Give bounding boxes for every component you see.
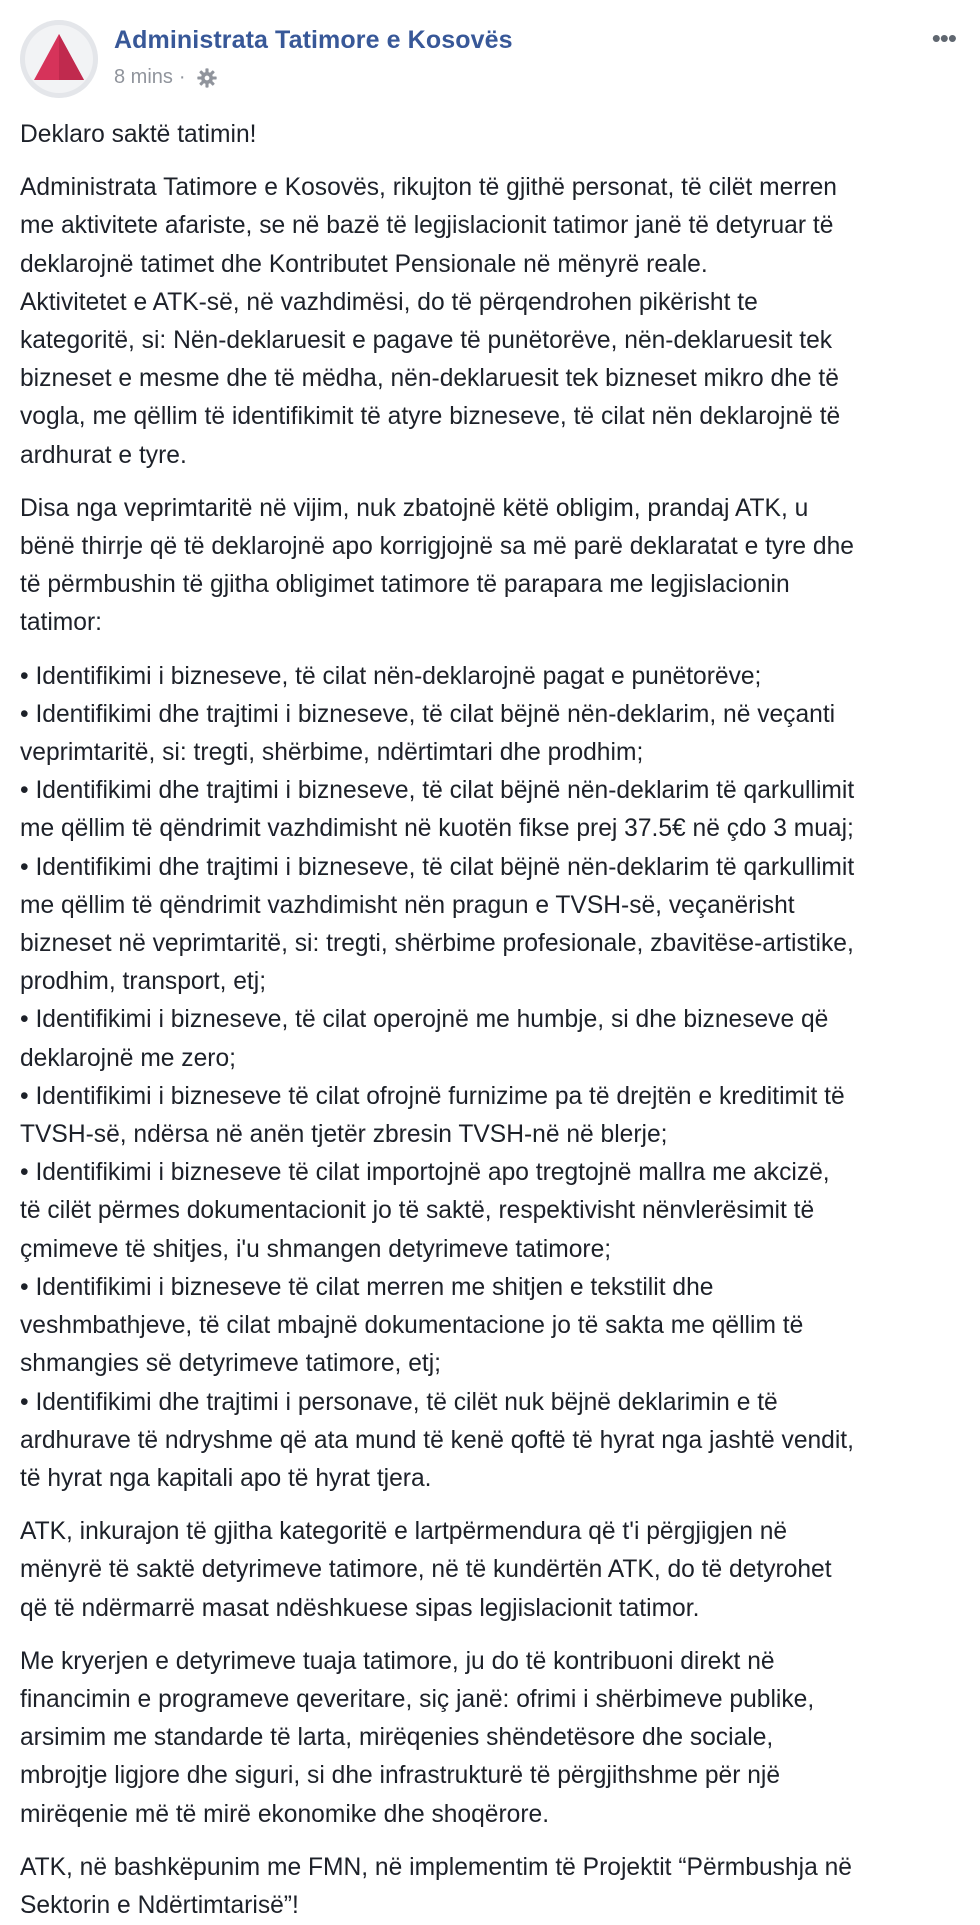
text-line: deklarojnë tatimet dhe Kontributet Pensionale në mënyrë reale. bbox=[20, 250, 708, 278]
text-line: mbrojtje ligjore dhe siguri, si dhe infrastrukturë të përgjithshme për një bbox=[20, 1762, 781, 1790]
text-line: • Identifikimi i bizneseve të cilat importojnë apo tregtojnë mallra me akcizë, bbox=[20, 1159, 830, 1187]
text-line: me aktivitete afariste, se në bazë të legjislacionit tatimor janë të detyruar të bbox=[20, 212, 834, 240]
text-line: veshmbathjeve, të cilat mbajnë dokumentacione jo të sakta me qëllim të bbox=[20, 1312, 804, 1340]
text-line: që të ndërmarrë masat ndëshkuese sipas legjislacionit tatimor. bbox=[20, 1594, 700, 1622]
post-timestamp[interactable]: 8 mins bbox=[114, 66, 173, 88]
text-line: bizneset në veprimtaritë, si: tregti, shërbime profesionale, zbavitëse-artistike, bbox=[20, 930, 854, 958]
text-line: të hyrat nga kapitali apo të hyrat tjera. bbox=[20, 1464, 432, 1492]
meta-separator: · bbox=[178, 66, 186, 88]
text-line: me qëllim të qëndrimit vazhdimisht në kuotën fikse prej 37.5€ në çdo 3 muaj; bbox=[20, 815, 854, 843]
text-line: bizneset e mesme dhe të mëdha, nën-deklaruesit tek bizneset mikro dhe të bbox=[20, 365, 839, 393]
text-line: arsimim me standarde të larta, mirëqenies shëndetësore dhe sociale, bbox=[20, 1724, 774, 1752]
gear-icon[interactable] bbox=[196, 67, 218, 89]
post-meta bbox=[114, 66, 218, 89]
paragraph-intro bbox=[20, 169, 965, 475]
text-line: çmimeve të shitjes, i'u shmangen detyrimeve tatimore; bbox=[20, 1235, 612, 1263]
text-line: me qëllim të qëndrimit vazhdimisht nën pragun e TVSH-së, veçanërisht bbox=[20, 891, 795, 919]
text-line: Administrata Tatimore e Kosovës, rikujton të gjithë personat, të cilët merren bbox=[20, 174, 837, 202]
text-line: • Identifikimi i bizneseve, të cilat operojnë me humbje, si dhe bizneseve që bbox=[20, 1006, 829, 1034]
text-line: prodhim, transport, etj; bbox=[20, 968, 267, 996]
atk-logo-icon bbox=[20, 20, 98, 98]
text-line: tatimor: bbox=[20, 609, 102, 637]
text-line: • Identifikimi dhe trajtimi i bizneseve, të cilat bëjnë nën-deklarim, në veçanti bbox=[20, 700, 836, 728]
text-line: ardhurat e tyre. bbox=[20, 441, 187, 469]
text-line: • Identifikimi dhe trajtimi i personave, të cilët nuk bëjnë deklarimin e të bbox=[20, 1388, 778, 1416]
bullet-list bbox=[20, 658, 965, 1498]
text-line: TVSH-së, ndërsa në anën tjetër zbresin TVSH-në në blerje; bbox=[20, 1121, 668, 1149]
text-line: • Identifikimi i bizneseve, të cilat nën-deklarojnë pagat e punëtorëve; bbox=[20, 662, 762, 690]
text-line: • Identifikimi dhe trajtimi i bizneseve, të cilat bëjnë nën-deklarim të qarkullimit bbox=[20, 853, 855, 881]
text-line: kategoritë, si: Nën-deklaruesit e pagave të punëtorëve, nën-deklaruesit tek bbox=[20, 327, 833, 355]
text-line: mirëqenie më të mirë ekonomike dhe shoqërore. bbox=[20, 1800, 550, 1828]
text-line: Aktivitetet e ATK-së, në vazhdimësi, do të përqendrohen pikërisht te bbox=[20, 288, 758, 316]
page-avatar[interactable] bbox=[20, 20, 98, 98]
text-line: financimin e programeve qeveritare, siç janë: ofrimi i shërbimeve publike, bbox=[20, 1685, 815, 1713]
text-line: ATK, inkurajon të gjitha kategoritë e lartpërmendura që t'i përgjigjen në bbox=[20, 1518, 788, 1546]
paragraph-encourage bbox=[20, 1513, 965, 1628]
text-line: të cilët përmes dokumentacionit jo të saktë, respektivisht nënvlerësimit të bbox=[20, 1197, 815, 1225]
post-body bbox=[20, 116, 965, 1925]
text-line: Disa nga veprimtaritë në vijim, nuk zbatojnë këtë obligim, prandaj ATK, u bbox=[20, 494, 809, 522]
page-name-link[interactable]: Administrata Tatimore e Kosovës bbox=[114, 26, 513, 54]
text-line: • Identifikimi i bizneseve të cilat merren me shitjen e tekstilit dhe bbox=[20, 1273, 714, 1301]
text-line: bënë thirrje që të deklarojnë apo korrigjojnë sa më parë deklaratat e tyre dhe bbox=[20, 533, 854, 561]
post-heading: Deklaro saktë tatimin! bbox=[20, 121, 257, 148]
text-line: Me kryerjen e detyrimeve tuaja tatimore, ju do të kontribuoni direkt në bbox=[20, 1647, 775, 1675]
more-options-icon[interactable]: ••• bbox=[931, 23, 956, 53]
paragraph-call bbox=[20, 490, 965, 643]
post-header bbox=[20, 18, 960, 98]
text-line: ATK, në bashkëpunim me FMN, në implementim të Projektit “Përmbushja në bbox=[20, 1853, 852, 1881]
paragraph-contribute bbox=[20, 1643, 965, 1834]
text-line: veprimtaritë, si: tregti, shërbime, ndërtimtari dhe prodhim; bbox=[20, 739, 644, 767]
text-line: ardhurave të ndryshme që ata mund të kenë qoftë të hyrat nga jashtë vendit, bbox=[20, 1426, 854, 1454]
text-line: Sektorin e Ndërtimtarisë”! bbox=[20, 1891, 299, 1919]
text-line: të përmbushin të gjitha obligimet tatimore të parapara me legjislacionin bbox=[20, 571, 790, 599]
text-line: vogla, me qëllim të identifikimit të atyre bizneseve, të cilat nën deklarojnë të bbox=[20, 403, 841, 431]
text-line: • Identifikimi dhe trajtimi i bizneseve, të cilat bëjnë nën-deklarim të qarkullimit bbox=[20, 777, 855, 805]
text-line: shmangies së detyrimeve tatimore, etj; bbox=[20, 1350, 441, 1378]
text-line: • Identifikimi i bizneseve të cilat ofrojnë furnizime pa të drejtën e kreditimit të bbox=[20, 1082, 845, 1110]
paragraph-project bbox=[20, 1849, 965, 1925]
text-line: deklarojnë me zero; bbox=[20, 1044, 236, 1072]
text-line: mënyrë të saktë detyrimeve tatimore, në të kundërtën ATK, do të detyrohet bbox=[20, 1556, 832, 1584]
